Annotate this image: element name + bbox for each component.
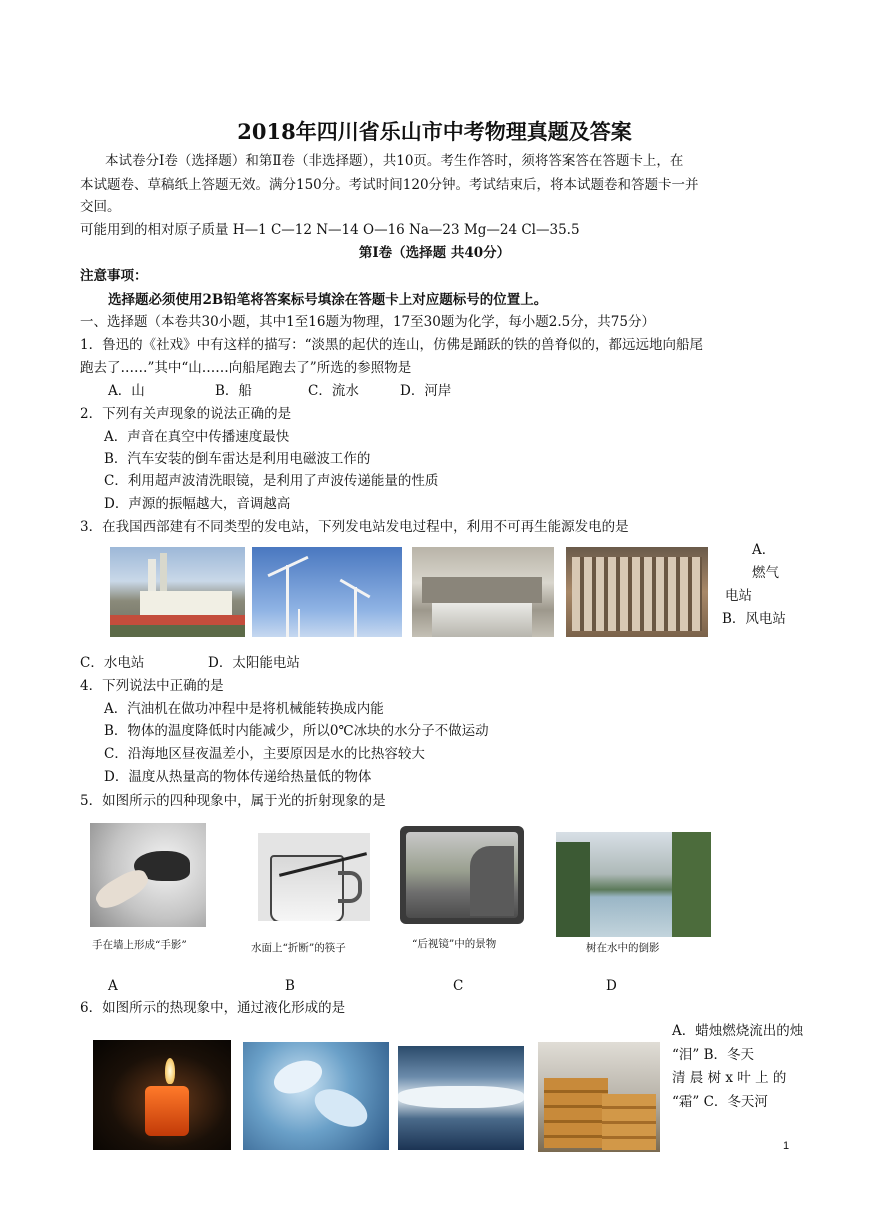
intro-line-2: 本试题卷、草稿纸上答题无效。满分150分。考试时间120分钟。考试结束后，将本试题卷和答题卡一并 [80, 177, 699, 193]
q5-caption-c: “后视镜”中的景物 [412, 938, 497, 950]
q1-line-2: 跑去了……”其中“山……向船尾跑去了”所选的参照物是 [80, 360, 412, 376]
q4-stem: 4．下列说法中正确的是 [80, 678, 224, 694]
notice-text: 选择题必须使用2B铅笔将答案标号填涂在答题卡上对应题标号的位置上。 [108, 292, 548, 308]
q5-letter-a: A [108, 978, 118, 994]
q6-side-4: “霜” C．冬天河 [672, 1094, 768, 1110]
q2-option-d: D．声源的振幅越大，音调越高 [104, 496, 291, 512]
q3-option-c: C．水电站 [80, 655, 145, 671]
part-title: 一、选择题（本卷共30小题，其中1至16题为物理，17至30题为化学，每小题2.5分，共75分） [80, 314, 655, 330]
page-number: 1 [783, 1140, 790, 1152]
solar-power-station-image [566, 547, 708, 637]
wind-power-station-image [252, 547, 402, 637]
q4-option-b: B．物体的温度降低时内能减少，所以0℃冰块的水分子不做运动 [104, 723, 489, 739]
q3-side-a1: A． [752, 542, 776, 558]
q1-option-c: C．流水 [308, 383, 359, 399]
q3-option-d: D．太阳能电站 [208, 655, 300, 671]
q1-option-b: B．船 [215, 383, 252, 399]
frost-on-leaves-image [243, 1042, 389, 1150]
intro-line-1: 本试卷分Ⅰ卷（选择题）和第Ⅱ卷（非选择题），共10页。考生作答时，须将答案答在答题卡上，在 [105, 153, 684, 169]
q3-side-a3: 电站 [725, 588, 752, 604]
q1-option-a: A．山 [108, 383, 145, 399]
q1-line-1: 1．鲁迅的《社戏》中有这样的描写：“淡黑的起伏的连山，仿佛是踊跃的铁的兽脊似的，都远远地向船尾 [80, 337, 703, 353]
q3-side-b: B．风电站 [722, 611, 786, 627]
frozen-river-image [398, 1046, 524, 1150]
q5-caption-a: 手在墙上形成“手影” [92, 939, 187, 951]
hand-shadow-image [90, 823, 206, 927]
q4-option-c: C．沿海地区昼夜温差小，主要原因是水的比热容较大 [104, 746, 425, 762]
chopsticks-in-cup-image [258, 833, 370, 921]
q5-caption-d: 树在水中的倒影 [586, 942, 660, 954]
q6-stem: 6．如图所示的热现象中，通过液化形成的是 [80, 1000, 346, 1016]
tree-reflection-image [556, 832, 711, 937]
gas-power-station-image [110, 547, 245, 637]
q5-letter-c: C [453, 978, 464, 994]
notice-label: 注意事项： [80, 268, 148, 284]
q5-stem: 5．如图所示的四种现象中，属于光的折射现象的是 [80, 793, 386, 809]
q5-letter-d: D [606, 978, 617, 994]
q3-stem: 3．在我国西部建有不同类型的发电站，下列发电站发电过程中，利用不可再生能源发电的是 [80, 519, 629, 535]
q6-side-1: A．蜡烛燃烧流出的烛 [672, 1023, 804, 1039]
q2-stem: 2．下列有关声现象的说法正确的是 [80, 406, 292, 422]
intro-line-3: 交回。 [80, 199, 121, 215]
atomic-mass-line: 可能用到的相对原子质量 H—1 C—12 N—14 O—16 Na—23 Mg—24 Cl—35.5 [80, 222, 580, 238]
q6-side-2: “泪” B．冬天 [672, 1047, 755, 1063]
q2-option-a: A．声音在真空中传播速度最快 [104, 429, 290, 445]
candle-image [93, 1040, 231, 1150]
hydro-power-station-image [412, 547, 554, 637]
q1-option-d: D．河岸 [400, 383, 452, 399]
q5-caption-b: 水面上“折断”的筷子 [251, 942, 346, 954]
page-title: 2018年四川省乐山市中考物理真题及答案 [237, 119, 632, 144]
q4-option-d: D．温度从热量高的物体传递给热量低的物体 [104, 769, 372, 785]
steamed-buns-image [538, 1042, 660, 1152]
q6-side-3: 清 晨 树 x 叶 上 的 [672, 1070, 787, 1086]
q5-letter-b: B [285, 978, 295, 994]
rear-view-mirror-image [400, 826, 524, 924]
q2-option-c: C．利用超声波清洗眼镜，是利用了声波传递能量的性质 [104, 473, 439, 489]
q4-option-a: A．汽油机在做功冲程中是将机械能转换成内能 [104, 701, 384, 717]
q3-side-a2: 燃气 [752, 565, 779, 581]
section-heading: 第Ⅰ卷（选择题 共40分） [358, 245, 511, 261]
q2-option-b: B．汽车安装的倒车雷达是利用电磁波工作的 [104, 451, 371, 467]
